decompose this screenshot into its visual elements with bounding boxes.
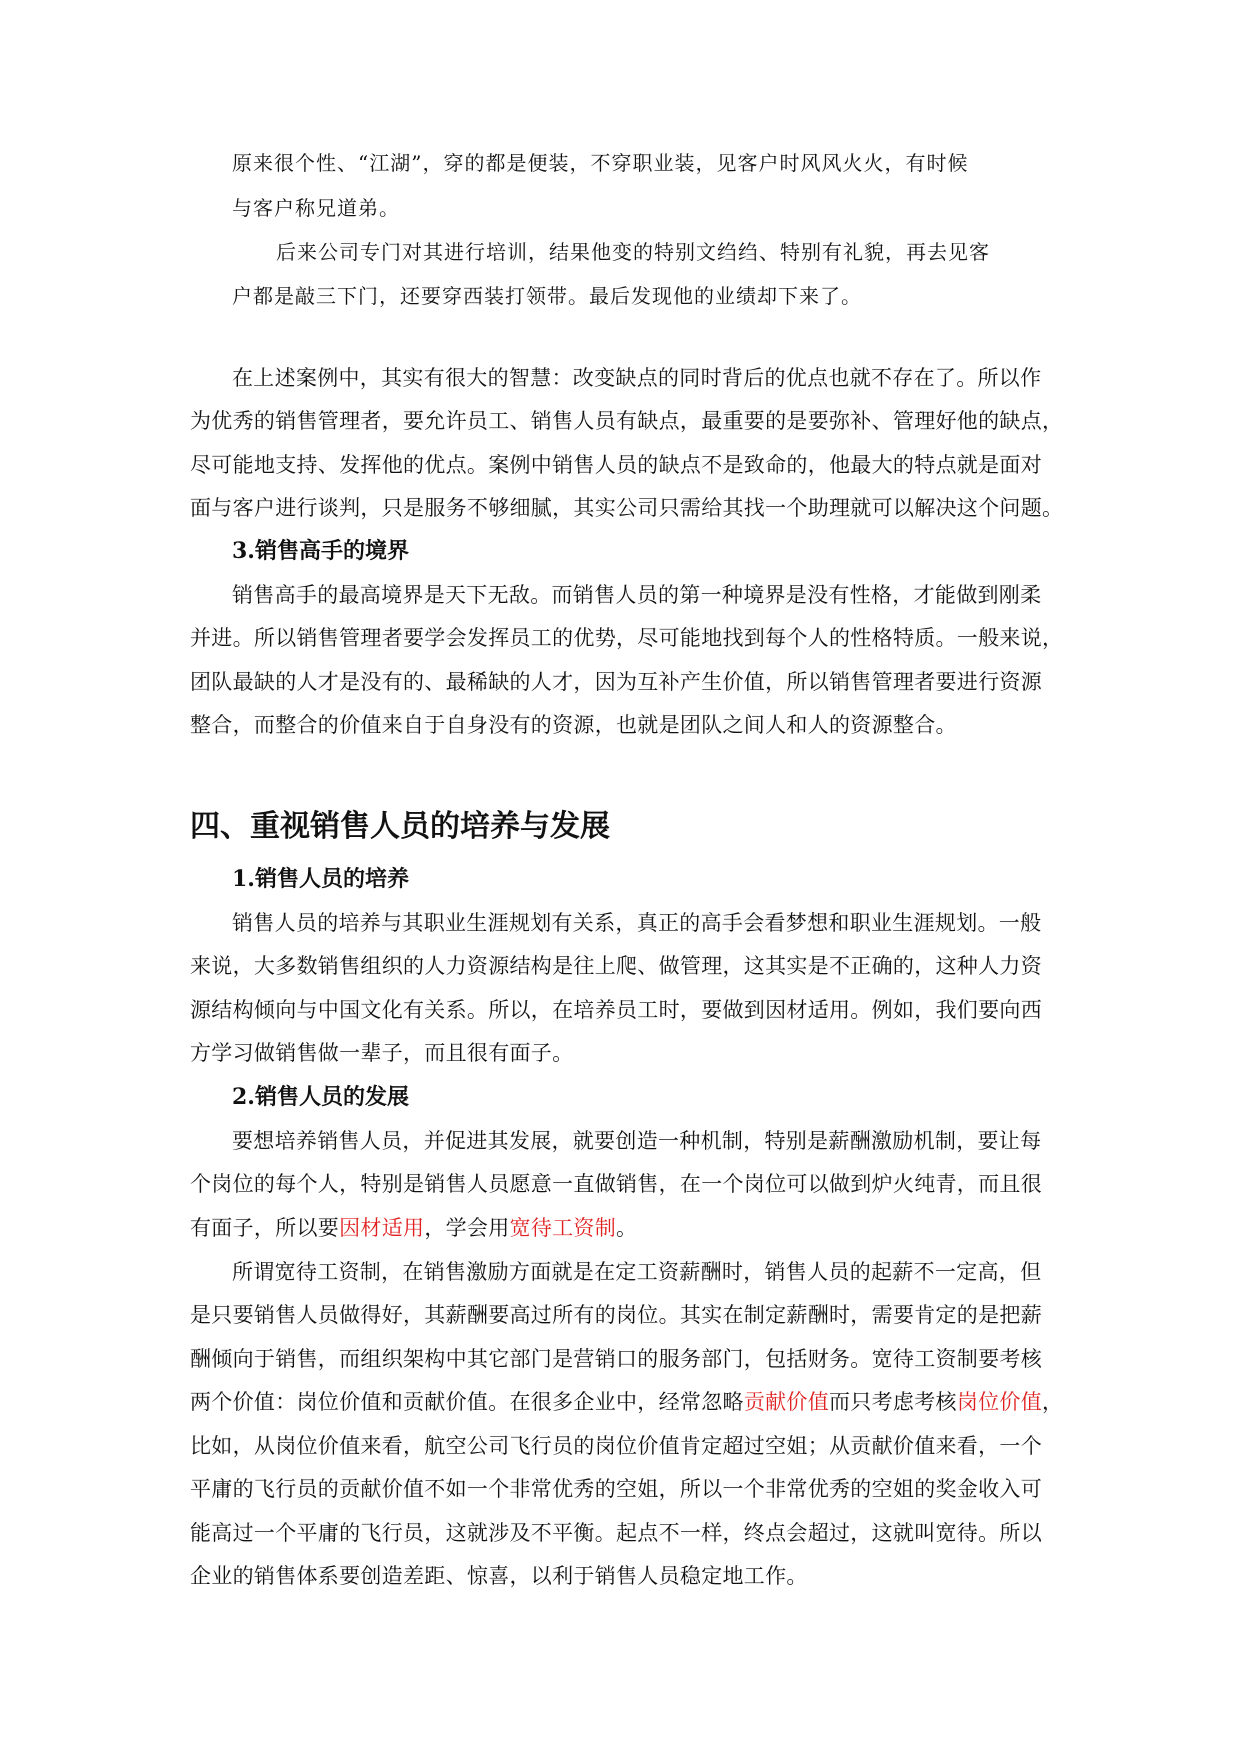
text-segment: ，学会用 bbox=[424, 1216, 510, 1240]
development-p1-line-3 bbox=[190, 1214, 637, 1242]
development-p2-line-3: 酬倾向于销售，而组织架构中其它部门是营销口的服务部门，包括财务。宽待工资制要考核 bbox=[190, 1347, 1042, 1371]
development-p2-line-1: 所谓宽待工资制，在销售激励方面就是在定工资薪酬时，销售人员的起薪不一定高，但 bbox=[232, 1260, 1042, 1284]
section-heading: 3.销售高手的境界 bbox=[232, 538, 409, 564]
development-p2-line-6: 平庸的飞行员的贡献价值不如一个非常优秀的空姐，所以一个非常优秀的空姐的奖金收入可 bbox=[190, 1477, 1042, 1501]
story-line-1: 原来很个性、“江湖”，穿的都是便装，不穿职业装，见客户时风风火火，有时候 bbox=[232, 151, 969, 175]
story-line-3: 后来公司专门对其进行培训，结果他变的特别文绉绉、特别有礼貌，再去见客 bbox=[276, 240, 990, 264]
highlight-phrase: 岗位价值 bbox=[956, 1390, 1043, 1414]
text-segment: 有面子，所以要 bbox=[190, 1216, 340, 1240]
analysis-line-3: 尽可能地支持、发挥他的优点。案例中销售人员的缺点不是致命的，他最大的特点就是面对 bbox=[190, 453, 1042, 477]
section3-line-2: 并进。所以销售管理者要学会发挥员工的优势，尽可能地找到每个人的性格特质。一般来说， bbox=[190, 626, 1064, 650]
subsection-heading-training: 1.销售人员的培养 bbox=[232, 866, 409, 892]
section3-line-1: 销售高手的最高境界是天下无敌。而销售人员的第一种境界是没有性格，才能做到刚柔 bbox=[232, 583, 1042, 607]
highlight-phrase: 宽待工资制 bbox=[509, 1216, 617, 1240]
development-p2-line-4 bbox=[190, 1388, 1063, 1416]
text-segment: 而只考虑考核 bbox=[829, 1390, 957, 1414]
development-p1-line-2: 个岗位的每个人，特别是销售人员愿意一直做销售，在一个岗位可以做到炉火纯青，而且很 bbox=[190, 1172, 1042, 1196]
text-segment: 。 bbox=[616, 1216, 638, 1240]
training-line-4: 方学习做销售做一辈子，而且很有面子。 bbox=[190, 1041, 574, 1065]
development-p2-line-7: 能高过一个平庸的飞行员，这就涉及不平衡。起点不一样，终点会超过，这就叫宽待。所以 bbox=[190, 1521, 1042, 1545]
highlight-phrase: 因材适用 bbox=[339, 1216, 425, 1240]
story-line-4: 户都是敲三下门，还要穿西装打领带。最后发现他的业绩却下来了。 bbox=[232, 284, 862, 308]
training-line-1: 销售人员的培养与其职业生涯规划有关系，真正的高手会看梦想和职业生涯规划。一般 bbox=[232, 911, 1042, 935]
training-line-2: 来说，大多数销售组织的人力资源结构是往上爬、做管理，这其实是不正确的，这种人力资 bbox=[190, 954, 1042, 978]
story-line-2: 与客户称兄道弟。 bbox=[232, 196, 400, 220]
subsection-heading-development: 2.销售人员的发展 bbox=[232, 1084, 409, 1110]
development-p1-line-1: 要想培养销售人员，并促进其发展，就要创造一种机制，特别是薪酬激励机制，要让每 bbox=[232, 1129, 1042, 1153]
highlight-phrase: 贡献价值 bbox=[743, 1390, 830, 1414]
section3-line-3: 团队最缺的人才是没有的、最稀缺的人才，因为互补产生价值，所以销售管理者要进行资源 bbox=[190, 670, 1042, 694]
chapter-heading: 四、重视销售人员的培养与发展 bbox=[190, 809, 610, 844]
analysis-line-2: 为优秀的销售管理者，要允许员工、销售人员有缺点，最重要的是要弥补、管理好他的缺点， bbox=[190, 409, 1064, 433]
training-line-3: 源结构倾向与中国文化有关系。所以，在培养员工时，要做到因材适用。例如，我们要向西 bbox=[190, 998, 1042, 1022]
development-p2-line-2: 是只要销售人员做得好，其薪酬要高过所有的岗位。其实在制定薪酬时，需要肯定的是把薪 bbox=[190, 1303, 1042, 1327]
analysis-line-4: 面与客户进行谈判，只是服务不够细腻，其实公司只需给其找一个助理就可以解决这个问题。 bbox=[190, 496, 1064, 520]
analysis-line-1: 在上述案例中，其实有很大的智慧：改变缺点的同时背后的优点也就不存在了。所以作 bbox=[232, 366, 1042, 390]
development-p2-line-5: 比如，从岗位价值来看，航空公司飞行员的岗位价值肯定超过空姐；从贡献价值来看，一个 bbox=[190, 1434, 1042, 1458]
section3-line-4: 整合，而整合的价值来自于自身没有的资源，也就是团队之间人和人的资源整合。 bbox=[190, 713, 957, 737]
text-segment: 两个价值：岗位价值和贡献价值。在很多企业中，经常忽略 bbox=[190, 1390, 744, 1414]
development-p2-line-8: 企业的销售体系要创造差距、惊喜，以利于销售人员稳定地工作。 bbox=[190, 1564, 808, 1588]
text-segment: ， bbox=[1042, 1390, 1064, 1414]
